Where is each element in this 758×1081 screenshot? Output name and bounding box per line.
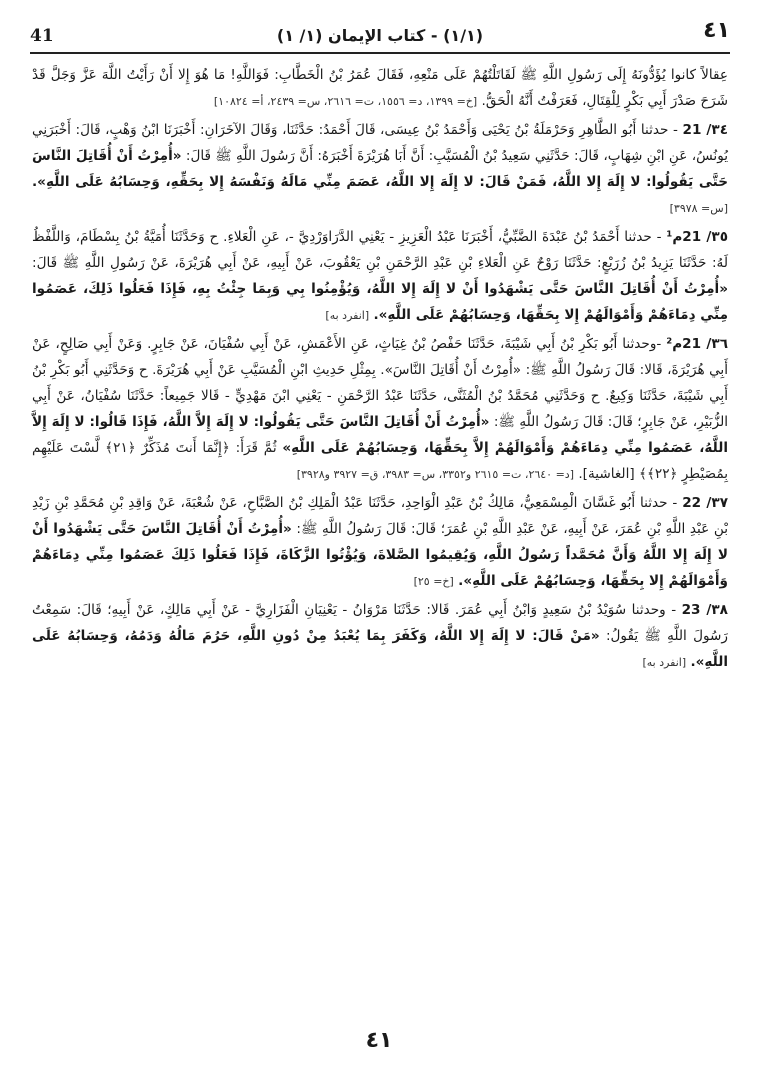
- reference: [خ= ١٣٩٩، د= ١٥٥٦، ت= ٢٦١٦، س= ٢٤٣٩، أ= ١٠٨٢٤]: [213, 95, 478, 108]
- hadith-matn: «مَنْ قَالَ: لا إِلَهَ إِلا اللَّهُ، وَكَفَرَ بِمَا يُعْبَدُ مِنْ دُونِ اللَّهِ، حَرُمَ مَالُهُ وَدَمُهُ، وَحِسَابُهُ عَلَى اللَّهِ».: [32, 628, 728, 670]
- hadith-matn: «أُمِرْتُ أَنْ أُقَاتِلَ النَّاسَ حَتَّى يَشْهَدُوا أَنْ لا إِلَهَ إِلا اللَّهُ وَأَنَّ مُحَمَّداً رَسُولُ اللَّهِ، وَيُقِيمُوا الصَّلاةَ، وَيُؤْتُوا الزَّكَاةَ، فَإِذَا فَعَلُوا ذَلِكَ عَصَمُوا مِنِّي دِمَاءَهُمْ وَأَمْوَالَهُمْ إِلا بِحَقِّهَا، وَحِسَابُهُمْ عَلَى اللَّهِ».: [32, 521, 728, 589]
- quran-verse: ثُمَّ قَرَأَ: ﴿إِنَّمَا أَنتَ مُذَكِّرٌ ﴿٢١﴾ لَّسْتَ عَلَيْهِم بِمُصَيْطِرٍ ﴿٢٢﴾﴾ [الغاشية].: [32, 440, 728, 482]
- hadith-continuation: [32, 62, 728, 115]
- hadith-number: ٣٦/ 21م²: [666, 336, 729, 352]
- reference: [خ= ٢٥]: [413, 575, 454, 588]
- hadith-isnad: - حدثنا أَبُو غَسَّانَ الْمِسْمَعِيُّ، مَالِكُ بْنُ عَبْدِ الْوَاحِدِ، حَدَّثَنَا عَبْدُ الْمَلِكِ بْنُ الصَّبَّاحِ، عَنْ شُعْبَةَ، عَنْ وَاقِدِ بْنِ مُحَمَّدِ بْنِ زَيْدِ بْنِ عَبْدِ اللَّهِ بْنِ عُمَرَ، عَنْ أَبِيهِ، عَنْ عَبْدِ اللَّهِ بْنِ عُمَرَ؛ قَالَ: قَالَ رَسُولُ اللَّهِ ﷺ:: [32, 495, 728, 537]
- reference: [انفرد به]: [642, 656, 687, 669]
- hadith-number: ٣٥/ 21م¹: [666, 229, 729, 245]
- footer-page-number: ٤١: [365, 1028, 393, 1053]
- hadith-isnad: -وحدثنا أَبُو بَكْرِ بْنُ أَبِي شَيْبَةَ، حَدَّثَنَا حَفْصُ بْنُ غِيَاثٍ، عَنِ الأَعْمَشِ، عَنْ أَبِي سُفْيَانَ، عَنْ جَابِرٍ. وَعَنْ أَبِي صَالِحٍ، عَنْ أَبِي هُرَيْرَةَ، قَالا: قَالَ رَسُولُ اللَّهِ ﷺ: «أُمِرْتُ أَنْ أُقَاتِلَ النَّاسَ». بِمِثْلِ حَدِيثِ ابْنِ الْمُسَيَّبِ عَنْ أَبِي هُرَيْرَةَ. ح وَحَدَّثَنِي أَبُو بَكْرِ بْنُ أَبِي شَيْبَةَ، حَدَّثَنَا وَكِيعٌ. ح وَحَدَّثَنِي مُحَمَّدُ بْنُ الْمُثَنَّى، حَدَّثَنَا عَبْدُ الرَّحْمَنِ - يَعْنِي ابْنَ مَهْدِيٍّ - قَالا جَمِيعاً: حَدَّثَنَا سُفْيَانُ، عَنْ أَبِي الزُّبَيْرِ، عَنْ جَابِرٍ؛ قَالَ: قَالَ رَسُولُ اللَّهِ ﷺ:: [32, 336, 728, 430]
- hadith-isnad: - وحدثنا سُوَيْدُ بْنُ سَعِيدٍ وَابْنُ أَبِي عُمَرَ. قَالا: حَدَّثَنَا مَرْوَانُ - يَعْنِيَانِ الْفَزَارِيَّ - عَنْ أَبِي مَالِكٍ، عَنْ أَبِيهِ؛ قَالَ: سَمِعْتُ رَسُولَ اللَّهِ ﷺ يَقُولُ:: [32, 602, 728, 644]
- hadith-number: ٣٨/ 23: [681, 602, 728, 618]
- page-number-latin: 41: [30, 26, 54, 46]
- page-body: [32, 62, 728, 676]
- hadith-34: [32, 117, 728, 222]
- hadith-text: عِقالاً كانوا يُؤَدُّونَهُ إِلَى رَسُولِ اللَّهِ ﷺ لَقَاتَلْتُهُمْ عَلَى مَنْعِهِ، فَقَالَ عُمَرُ بْنُ الْخَطَّابِ: فَوَاللَّهِ! مَا هُوَ إِلا أَنْ رَأَيْتُ اللَّهَ عَزَّ وَجَلَّ قَدْ شَرَحَ صَدْرَ أَبِي بَكْرٍ لِلْقِتَالِ، فَعَرَفْتُ أَنَّهُ الْحَقُّ.: [32, 67, 728, 109]
- hadith-35: [32, 224, 728, 329]
- reference: [س= ٣٩٧٨]: [669, 202, 728, 215]
- reference: [انفرد به]: [325, 309, 370, 322]
- hadith-38: [32, 597, 728, 676]
- running-title: (١/١) - كتاب الإيمان (١/ ١): [276, 26, 484, 45]
- reference: [د= ٢٦٤٠، ت= ٢٦١٥ و٣٣٥٢، س= ٣٩٨٣، ق= ٣٩٢٧ و٣٩٢٨]: [296, 468, 574, 481]
- hadith-isnad: - حدثنا أَبُو الطَّاهِرِ وَحَرْمَلَةُ بْنُ يَحْيَى وَأَحْمَدُ بْنُ عِيسَى، قَالَ أَحْمَدُ: حَدَّثَنَا، وَقَالَ الآخَرَانِ: أَخْبَرَنَا ابْنُ وَهْبٍ، قَالَ: أَخْبَرَنِي يُونُسُ، عَنِ ابْنِ شِهَابٍ، قَالَ: حَدَّثَنِي سَعِيدُ بْنُ الْمُسَيَّبِ: أَنَّ أَبَا هُرَيْرَةَ أَخْبَرَهُ: أَنَّ رَسُولَ اللَّهِ ﷺ قَالَ:: [32, 122, 728, 164]
- hadith-number: ٣٤/ 21: [682, 122, 728, 138]
- hadith-37: [32, 490, 728, 595]
- hadith-matn: «أُمِرْتُ أَنْ أُقَاتِلَ النَّاسَ حَتَّى يَقُولُوا: لا إِلَهَ إِلاَّ اللَّهُ، فَإِذَا قَالُوا: لا إِلَهَ إِلاَّ اللَّهُ، عَصَمُوا مِنِّي دِمَاءَهُمْ وَأَمْوَالَهُمْ إِلاَّ بِحَقِّهَا، وَحِسَابُهُمْ عَلَى اللَّهِ»: [32, 414, 728, 456]
- hadith-number: ٣٧/ 22: [682, 495, 729, 511]
- hadith-matn: «أُمِرْتُ أَنْ أُقَاتِلَ النَّاسَ حَتَّى يَشْهَدُوا أَنْ لا إِلَهَ إِلا اللَّهُ، وَيُؤْمِنُوا بِي وَبِمَا جِئْتُ بِهِ، فَإِذَا فَعَلُوا ذَلِكَ، عَصَمُوا مِنِّي دِمَاءَهُمْ وَأَمْوَالَهُمْ إِلا بِحَقِّهَا، وَحِسَابُهُمْ عَلَى اللَّهِ».: [32, 281, 728, 323]
- hadith-matn: «أُمِرْتُ أَنْ أُقَاتِلَ النَّاسَ حَتَّى يَقُولُوا: لا إِلَهَ إِلا اللَّهُ، فَمَنْ قَالَ: لا إِلَهَ إِلا اللَّهُ، عَصَمَ مِنِّي مَالَهُ وَنَفْسَهُ إِلا بِحَقِّهِ، وَحِسَابُهُ عَلَى اللَّهِ».: [32, 148, 728, 190]
- page-number-arabic: ٤١: [703, 18, 730, 43]
- hadith-36: [32, 331, 728, 488]
- hadith-isnad: - حدثنا أَحْمَدُ بْنُ عَبْدَةَ الضَّبِّيُّ، أَخْبَرَنَا عَبْدُ الْعَزِيزِ - يَعْنِي الدَّرَاوَرْدِيَّ -، عَنِ الْعَلاءِ. ح وَحَدَّثَنَا أُمَيَّةُ بْنُ بِسْطَامَ، وَاللَّفْظُ لَهُ: حَدَّثَنَا يَزِيدُ بْنُ زُرَيْعٍ: حَدَّثَنَا رَوْحٌ عَنِ الْعَلاءِ بْنِ عَبْدِ الرَّحْمَنِ بْنِ يَعْقُوبَ، عَنْ أَبِيهِ، عَنْ أَبِي هُرَيْرَةَ، عَنْ رَسُولِ اللَّهِ ﷺ قَالَ:: [32, 229, 728, 271]
- page-header: [30, 14, 730, 54]
